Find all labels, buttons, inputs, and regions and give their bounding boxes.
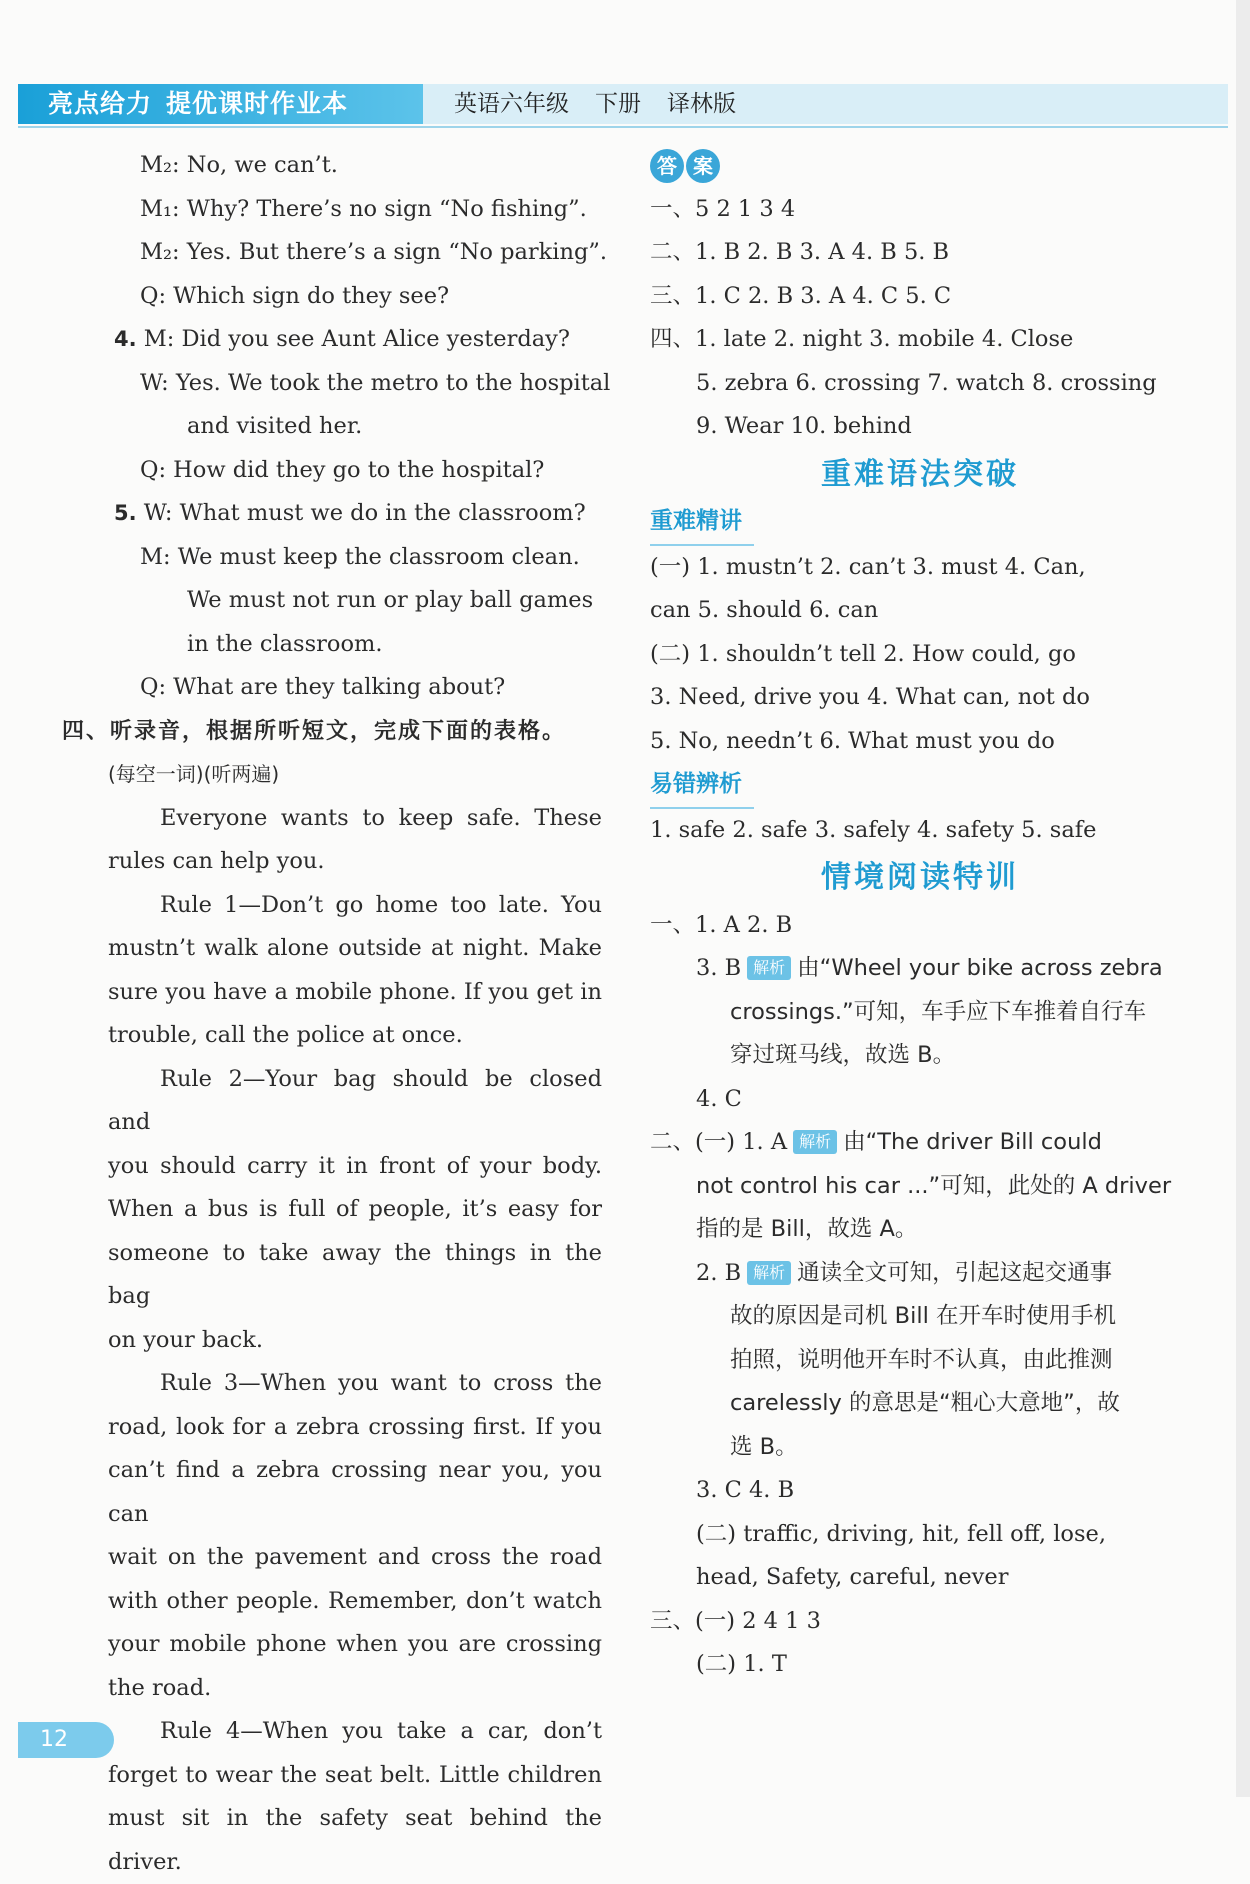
answer-line: (二) 1. shouldn’t tell 2. How could, go	[650, 640, 1076, 667]
passage-line: on your back.	[108, 1326, 264, 1353]
answer-line: 5. No, needn’t 6. What must you do	[650, 727, 1055, 754]
passage-line: mustn’t walk alone outside at night. Make	[108, 935, 602, 961]
answer-line: 3. Need, drive you 4. What can, not do	[650, 684, 1090, 710]
passage-line: sure you have a mobile phone. If you get in	[108, 978, 602, 1005]
dialog-line: W: Yes. We took the metro to the hospital	[140, 369, 611, 396]
analysis-line: not control his car ...”可知，此处的 A driver	[696, 1172, 1172, 1199]
dialog-line: Q: Which sign do they see?	[140, 282, 450, 309]
answer-line: 三、(一) 2 4 1 3	[650, 1607, 821, 1634]
dialog-line: in the classroom.	[187, 630, 383, 657]
subject-label: 英语六年级	[454, 91, 569, 117]
passage-line: someone to take away the things in the bag	[108, 1239, 602, 1309]
answer-line: 二、1. B 2. B 3. A 4. B 5. B	[650, 239, 950, 265]
passage-line: you should carry it in front of your body.	[108, 1152, 602, 1179]
answer-badge: 答	[650, 149, 684, 183]
answer-line: 一、1. A 2. B	[650, 911, 793, 938]
answer-line: (一) 1. mustn’t 2. can’t 3. must 4. Can,	[650, 553, 1086, 580]
passage-line: Rule 3—When you want to cross the	[160, 1370, 602, 1396]
answer-line: 4. C	[696, 1085, 742, 1112]
analysis-line: 选 B。	[730, 1433, 798, 1460]
answer-line: 四、1. late 2. night 3. mobile 4. Close	[650, 326, 1074, 352]
section-title-reading: 情境阅读特训	[821, 860, 1019, 895]
answer-line: 一、5 2 1 3 4	[650, 195, 796, 222]
answer-line: 3. C 4. B	[696, 1477, 795, 1503]
section-title-grammar: 重难语法突破	[821, 456, 1019, 492]
analysis-tag: 解析	[747, 1261, 791, 1285]
brand-name: 亮点给力	[48, 89, 153, 118]
subsection-heading	[650, 763, 1190, 809]
answer-line	[650, 947, 1190, 991]
passage-line: Everyone wants to keep safe. These	[160, 804, 602, 831]
passage-line: Rule 4—When you take a car, don’t	[160, 1718, 602, 1744]
passage-line: Rule 2—Your bag should be closed and	[108, 1065, 602, 1135]
answer-text: 2. B	[696, 1259, 742, 1286]
answer-heading	[650, 144, 1190, 188]
analysis-line: 拍照，说明他开车时不认真，由此推测	[730, 1346, 1113, 1373]
subsection-title: 重难精讲	[650, 500, 754, 546]
analysis-line: crossings.”可知，车手应下车推着自行车	[730, 998, 1147, 1025]
subsection-heading	[650, 500, 1190, 546]
left-column	[62, 144, 611, 1884]
answer-line: 9. Wear 10. behind	[696, 413, 912, 439]
dialog-line: M₁: Why? There’s no sign “No fishing”.	[140, 195, 587, 222]
analysis-tag: 解析	[793, 1130, 837, 1154]
answer-line: can 5. should 6. can	[650, 597, 879, 623]
dialog-text: M: Did you see Aunt Alice yesterday?	[143, 326, 570, 352]
passage-line: forget to wear the seat belt. Little children	[108, 1761, 602, 1788]
answer-text: 二、(一) 1. A	[650, 1129, 788, 1155]
passage-line: Rule 1—Don’t go home too late. You	[160, 891, 602, 918]
header-subtitle	[454, 84, 762, 124]
dialog-line: Q: How did they go to the hospital?	[140, 456, 545, 483]
dialog-line: M: We must keep the classroom clean.	[140, 543, 580, 570]
right-column	[650, 144, 1190, 1687]
dialog-text: W: What must we do in the classroom?	[143, 500, 586, 526]
volume-label: 下册	[595, 91, 641, 117]
answer-line: 三、1. C 2. B 3. A 4. C 5. C	[650, 282, 952, 309]
page-number: 12	[18, 1722, 114, 1758]
passage-line: your mobile phone when you are crossing	[108, 1631, 602, 1657]
analysis-line: 指的是 Bill，故选 A。	[696, 1216, 918, 1242]
passage-line: the road.	[108, 1674, 212, 1701]
item-number: 5.	[114, 501, 137, 525]
dialog-line: and visited her.	[187, 413, 363, 439]
section-title: 四、听录音，根据所听短文，完成下面的表格。	[62, 718, 567, 744]
answer-badge: 案	[686, 149, 720, 183]
passage-line: wait on the pavement and cross the road	[108, 1544, 602, 1570]
answer-line: 5. zebra 6. crossing 7. watch 8. crossing	[696, 369, 1157, 396]
analysis-line: 穿过斑马线，故选 B。	[730, 1042, 956, 1068]
answer-line	[650, 1252, 1190, 1296]
passage-line: rules can help you.	[108, 848, 325, 874]
dialog-line: We must not run or play ball games	[187, 587, 594, 613]
answer-line	[650, 1121, 1190, 1165]
page-edge	[1236, 0, 1250, 1797]
analysis-text: 由“The driver Bill could	[843, 1129, 1102, 1155]
header-rule	[18, 126, 1228, 128]
passage-line: can’t find a zebra crossing near you, you can	[108, 1457, 602, 1527]
section-note: (每空一词)(听两遍)	[108, 762, 280, 786]
dialog-line	[62, 318, 602, 362]
passage-line: When a bus is full of people, it’s easy for	[108, 1196, 602, 1222]
edition-label: 译林版	[667, 91, 736, 117]
analysis-line: 故的原因是司机 Bill 在开车时使用手机	[730, 1303, 1116, 1329]
dialog-line: M₂: Yes. But there’s a sign “No parking”.	[140, 239, 608, 265]
brand-series: 提优课时作业本	[166, 89, 349, 118]
dialog-line: M₂: No, we can’t.	[140, 152, 338, 178]
item-number: 4.	[114, 327, 137, 351]
passage-line: with other people. Remember, don’t watch	[108, 1587, 602, 1614]
analysis-text: 通读全文可知，引起这起交通事	[797, 1259, 1113, 1286]
header-brand	[18, 84, 423, 124]
dialog-line	[62, 492, 602, 536]
analysis-line: carelessly 的意思是“粗心大意地”，故	[730, 1390, 1120, 1416]
analysis-tag: 解析	[747, 956, 791, 980]
dialog-line: Q: What are they talking about?	[140, 674, 506, 700]
subsection-title: 易错辨析	[650, 763, 754, 809]
passage-line: trouble, call the police at once.	[108, 1022, 463, 1048]
answer-line: 1. safe 2. safe 3. safely 4. safety 5. safe	[650, 816, 1097, 843]
answer-line: (二) traffic, driving, hit, fell off, lose,	[696, 1520, 1106, 1547]
passage-line: road, look for a zebra crossing first. If you	[108, 1413, 602, 1440]
answer-line: (二) 1. T	[696, 1651, 787, 1677]
answer-line: head, Safety, careful, never	[696, 1564, 1009, 1590]
analysis-text: 由“Wheel your bike across zebra	[797, 955, 1163, 981]
answer-text: 3. B	[696, 955, 742, 981]
passage-line: must sit in the safety seat behind the driver.	[108, 1805, 602, 1875]
